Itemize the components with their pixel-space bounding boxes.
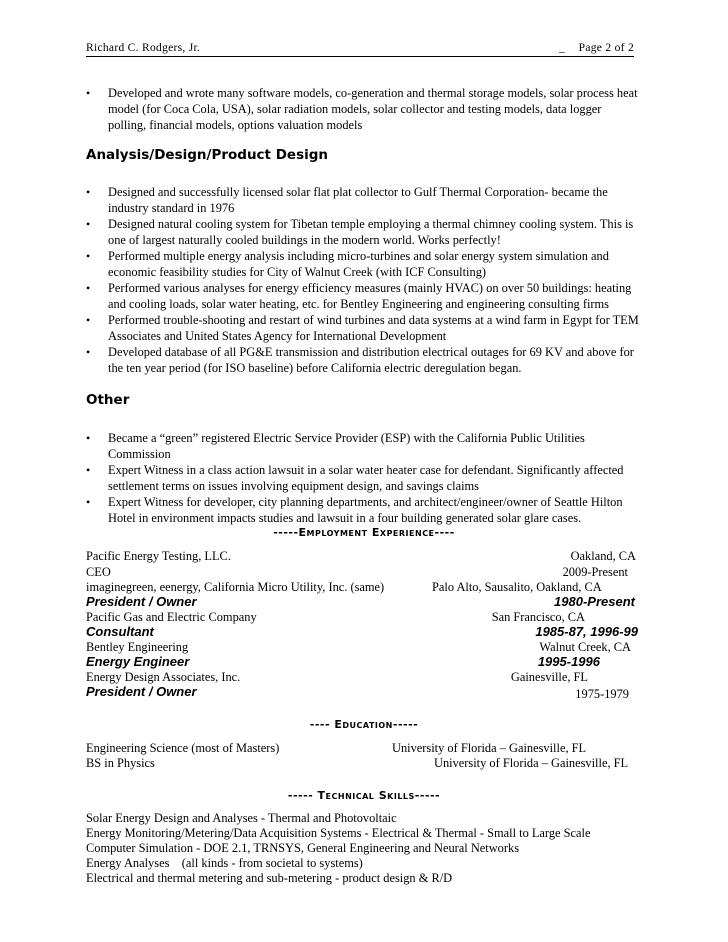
- section-heading-employment: -----Employment Experience----: [273, 526, 455, 539]
- degree: BS in Physics: [86, 756, 155, 770]
- header-page-number: Page 2 of 2: [578, 42, 634, 54]
- job-title: Energy Engineer: [86, 654, 190, 669]
- bullet-icon: •: [86, 185, 91, 199]
- list-item: [86, 280, 642, 312]
- list-item: [86, 494, 642, 526]
- skill-line: Energy Analyses (all kinds - from societal to systems): [86, 856, 363, 870]
- section-heading-education: ---- Education-----: [309, 718, 419, 731]
- job-dates: 1980-Present: [554, 594, 635, 609]
- list-item: [86, 184, 642, 216]
- list-item: [86, 344, 642, 376]
- employer-name: Bentley Engineering: [86, 640, 189, 654]
- job-title: Consultant: [86, 624, 154, 639]
- school: University of Florida – Gainesville, FL: [434, 756, 629, 770]
- skill-line: Solar Energy Design and Analyses - Thermal and Photovoltaic: [86, 811, 397, 825]
- job-dates: 2009-Present: [562, 565, 628, 579]
- intro-bullet-list: [86, 85, 642, 133]
- header-underscore: _: [559, 42, 566, 54]
- bullet-icon: •: [86, 86, 91, 100]
- employer-location: San Francisco, CA: [491, 610, 585, 624]
- job-dates: 1995-1996: [537, 654, 600, 669]
- bullet-icon: •: [86, 249, 91, 263]
- list-item-text: Designed and successfully licensed solar flat plat collector to Gulf Thermal Corporation- became the industry standard in 1976: [108, 185, 608, 215]
- list-item: [86, 85, 642, 133]
- bullet-icon: •: [86, 431, 91, 445]
- bullet-icon: •: [86, 313, 91, 327]
- list-item-text: Developed and wrote many software models, co-generation and thermal storage models, solar process heat model (for Coca Cola, USA), solar radiation models, solar collector and testing models, data logger polling, financial models, options valuation models: [108, 86, 638, 132]
- job-dates: 1985-87, 1996-99: [535, 624, 638, 639]
- section-heading-other: Other: [86, 392, 130, 408]
- skill-line: Computer Simulation - DOE 2.1, TRNSYS, General Engineering and Neural Networks: [86, 841, 520, 855]
- employer-name: Pacific Gas and Electric Company: [86, 610, 257, 624]
- header-name: Richard C. Rodgers, Jr.: [86, 42, 201, 54]
- list-item-text: Expert Witness for developer, city planning departments, and architect/engineer/owner of Seattle Hilton Hotel in environment impacts studies and lawsuit in a four building generated solar glare cases.: [108, 495, 623, 525]
- employer-name: Pacific Energy Testing, LLC.: [86, 549, 231, 563]
- bullet-icon: •: [86, 281, 91, 295]
- job-dates: 1975-1979: [575, 687, 629, 701]
- other-bullet-list: [86, 430, 642, 526]
- bullet-icon: •: [86, 463, 91, 477]
- list-item-text: Performed various analyses for energy efficiency measures (mainly HVAC) on over 50 buildings: heating and cooling loads, solar water heating, etc. for Bentley Engineering and engineering consulting firms: [108, 281, 632, 311]
- employer-name: Energy Design Associates, Inc.: [86, 670, 241, 684]
- employer-location: Oakland, CA: [570, 549, 636, 563]
- section-heading-skills: ----- Technical Skills-----: [287, 789, 441, 802]
- list-item: [86, 216, 642, 248]
- employer-location: Walnut Creek, CA: [539, 640, 631, 654]
- job-title: CEO: [86, 565, 111, 579]
- list-item-text: Designed natural cooling system for Tibetan temple employing a thermal chimney cooling system. This is one of largest naturally cooled buildings in the modern world. Works perfectly!: [108, 217, 634, 247]
- bullet-icon: •: [86, 217, 91, 231]
- section-heading-analysis: Analysis/Design/Product Design: [86, 147, 329, 163]
- list-item-text: Developed database of all PG&E transmission and distribution electrical outages for 69 KV and above for the ten year period (for ISO baseline) before California electric deregulation began.: [108, 345, 634, 375]
- skill-line: Energy Monitoring/Metering/Data Acquisition Systems - Electrical & Thermal - Small to Large Scale: [86, 826, 591, 840]
- list-item: [86, 312, 642, 344]
- employer-location: Palo Alto, Sausalito, Oakland, CA: [432, 580, 602, 594]
- list-item-text: Performed multiple energy analysis including micro-turbines and solar energy system simulation and economic feasibility studies for City of Walnut Creek (with ICF Consulting): [108, 249, 609, 279]
- employer-name: imaginegreen, eenergy, California Micro Utility, Inc. (same): [86, 580, 385, 594]
- degree: Engineering Science (most of Masters): [86, 741, 280, 755]
- list-item-text: Became a “green” registered Electric Service Provider (ESP) with the California Public Utilities Commission: [108, 431, 585, 461]
- list-item-text: Performed trouble-shooting and restart of wind turbines and data systems at a wind farm in Egypt for TEM Associates and United States Agency for International Development: [108, 313, 639, 343]
- school: University of Florida – Gainesville, FL: [392, 741, 587, 755]
- bullet-icon: •: [86, 345, 91, 359]
- job-title: President / Owner: [86, 594, 197, 609]
- list-item: [86, 462, 642, 494]
- header-rule: [86, 56, 634, 57]
- employer-location: Gainesville, FL: [510, 670, 588, 684]
- bullet-icon: •: [86, 495, 91, 509]
- analysis-bullet-list: [86, 184, 642, 376]
- skill-line: Electrical and thermal metering and sub-metering - product design & R/D: [86, 871, 453, 885]
- job-title: President / Owner: [86, 684, 197, 699]
- list-item-text: Expert Witness in a class action lawsuit in a solar water heater case for defendant. Significantly affected settlement terms on issues involving equipment design, and savings claims: [108, 463, 624, 493]
- list-item: [86, 430, 642, 462]
- list-item: [86, 248, 642, 280]
